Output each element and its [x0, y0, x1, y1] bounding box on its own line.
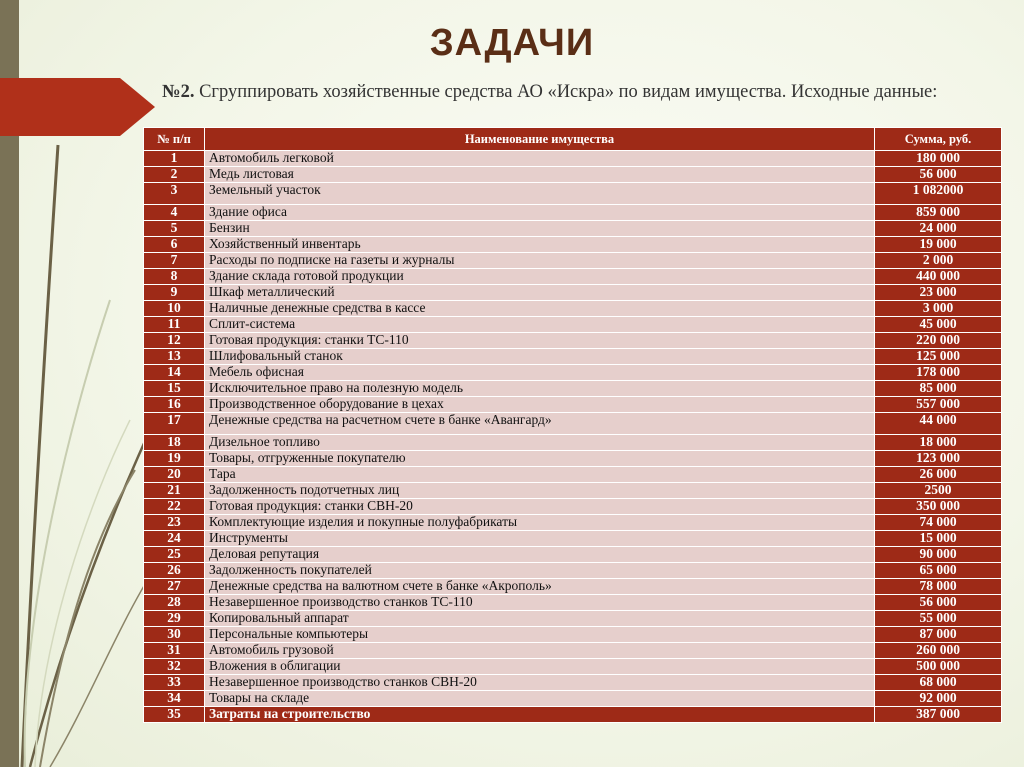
row-sum: 350 000 [875, 499, 1002, 515]
row-sum: 387 000 [875, 707, 1002, 723]
row-name: Денежные средства на валютном счете в банке «Акрополь» [205, 579, 875, 595]
row-name: Наличные денежные средства в кассе [205, 301, 875, 317]
table-row [144, 499, 1002, 515]
row-name: Незавершенное производство станков ТС-110 [205, 595, 875, 611]
table-row [144, 627, 1002, 643]
row-name: Тара [205, 467, 875, 483]
row-sum: 23 000 [875, 285, 1002, 301]
row-sum: 859 000 [875, 205, 1002, 221]
table-row [144, 483, 1002, 499]
row-number: 13 [144, 349, 205, 365]
table-row [144, 317, 1002, 333]
table-row [144, 643, 1002, 659]
row-number: 27 [144, 579, 205, 595]
row-number: 6 [144, 237, 205, 253]
row-sum: 45 000 [875, 317, 1002, 333]
row-number: 22 [144, 499, 205, 515]
header-sum: Сумма, руб. [875, 128, 1002, 151]
table-row [144, 531, 1002, 547]
row-name: Задолженность покупателей [205, 563, 875, 579]
task-number: №2. [162, 82, 195, 102]
row-number: 33 [144, 675, 205, 691]
row-sum: 557 000 [875, 397, 1002, 413]
table-row [144, 467, 1002, 483]
row-name: Вложения в облигации [205, 659, 875, 675]
row-name: Земельный участок [205, 183, 875, 205]
row-number: 31 [144, 643, 205, 659]
row-name: Бензин [205, 221, 875, 237]
row-number: 19 [144, 451, 205, 467]
row-name: Персональные компьютеры [205, 627, 875, 643]
row-number: 4 [144, 205, 205, 221]
table-row [144, 659, 1002, 675]
table-row [144, 221, 1002, 237]
slide-title: ЗАДАЧИ [429, 22, 595, 64]
table-row [144, 595, 1002, 611]
row-number: 24 [144, 531, 205, 547]
table-row [144, 333, 1002, 349]
row-name: Здание офиса [205, 205, 875, 221]
task-text: Сгруппировать хозяйственные средства АО «Искра» по видам имущества. Исходные данные: [194, 82, 938, 102]
row-number: 20 [144, 467, 205, 483]
row-sum: 87 000 [875, 627, 1002, 643]
row-sum: 74 000 [875, 515, 1002, 531]
row-sum: 180 000 [875, 151, 1002, 167]
row-number: 14 [144, 365, 205, 381]
row-sum: 65 000 [875, 563, 1002, 579]
row-number: 35 [144, 707, 205, 723]
row-sum: 55 000 [875, 611, 1002, 627]
table-row [144, 381, 1002, 397]
row-sum: 15 000 [875, 531, 1002, 547]
row-name: Готовая продукция: станки СВН-20 [205, 499, 875, 515]
row-sum: 178 000 [875, 365, 1002, 381]
row-name: Денежные средства на расчетном счете в банке «Авангард» [205, 413, 875, 435]
row-name: Исключительное право на полезную модель [205, 381, 875, 397]
row-name: Шлифовальный станок [205, 349, 875, 365]
row-name: Комплектующие изделия и покупные полуфабрикаты [205, 515, 875, 531]
row-name: Расходы по подписке на газеты и журналы [205, 253, 875, 269]
row-sum: 56 000 [875, 595, 1002, 611]
row-number: 9 [144, 285, 205, 301]
row-name: Хозяйственный инвентарь [205, 237, 875, 253]
row-sum: 92 000 [875, 691, 1002, 707]
row-number: 7 [144, 253, 205, 269]
row-number: 16 [144, 397, 205, 413]
table-row [144, 563, 1002, 579]
row-name: Деловая репутация [205, 547, 875, 563]
row-sum: 500 000 [875, 659, 1002, 675]
table-row [144, 611, 1002, 627]
task-description [162, 82, 952, 103]
row-number: 2 [144, 167, 205, 183]
row-number: 29 [144, 611, 205, 627]
table-row [144, 151, 1002, 167]
row-number: 32 [144, 659, 205, 675]
row-sum: 90 000 [875, 547, 1002, 563]
table-row [144, 365, 1002, 381]
row-name: Товары, отгруженные покупателю [205, 451, 875, 467]
row-number: 30 [144, 627, 205, 643]
assets-table [143, 127, 1002, 723]
row-name: Автомобиль легковой [205, 151, 875, 167]
table-row [144, 675, 1002, 691]
row-sum: 220 000 [875, 333, 1002, 349]
row-sum: 85 000 [875, 381, 1002, 397]
row-number: 26 [144, 563, 205, 579]
row-sum: 68 000 [875, 675, 1002, 691]
row-number: 25 [144, 547, 205, 563]
table-row [144, 435, 1002, 451]
table-row [144, 691, 1002, 707]
row-name: Затраты на строительство [205, 707, 875, 723]
row-number: 3 [144, 183, 205, 205]
row-sum: 19 000 [875, 237, 1002, 253]
row-name: Копировальный аппарат [205, 611, 875, 627]
row-sum: 3 000 [875, 301, 1002, 317]
row-number: 10 [144, 301, 205, 317]
table-row [144, 167, 1002, 183]
row-name: Задолженность подотчетных лиц [205, 483, 875, 499]
row-name: Сплит-система [205, 317, 875, 333]
row-name: Мебель офисная [205, 365, 875, 381]
row-sum: 24 000 [875, 221, 1002, 237]
row-sum: 2 000 [875, 253, 1002, 269]
table-row [144, 349, 1002, 365]
row-number: 12 [144, 333, 205, 349]
table-row [144, 253, 1002, 269]
title-arrow [0, 78, 155, 136]
table-header-row [144, 128, 1002, 151]
row-sum: 78 000 [875, 579, 1002, 595]
row-name: Автомобиль грузовой [205, 643, 875, 659]
row-number: 18 [144, 435, 205, 451]
row-sum: 123 000 [875, 451, 1002, 467]
row-name: Медь листовая [205, 167, 875, 183]
row-sum: 18 000 [875, 435, 1002, 451]
row-name: Шкаф металлический [205, 285, 875, 301]
row-sum: 1 082000 [875, 183, 1002, 205]
header-name: Наименование имущества [205, 128, 875, 151]
table-row [144, 547, 1002, 563]
row-name: Дизельное топливо [205, 435, 875, 451]
row-name: Инструменты [205, 531, 875, 547]
table-row [144, 413, 1002, 435]
row-name: Товары на складе [205, 691, 875, 707]
row-sum: 56 000 [875, 167, 1002, 183]
table-row [144, 285, 1002, 301]
table-row [144, 205, 1002, 221]
row-number: 1 [144, 151, 205, 167]
table-row [144, 237, 1002, 253]
row-sum: 260 000 [875, 643, 1002, 659]
row-number: 34 [144, 691, 205, 707]
table-row [144, 579, 1002, 595]
row-number: 8 [144, 269, 205, 285]
row-number: 11 [144, 317, 205, 333]
table-row [144, 707, 1002, 723]
table-row [144, 301, 1002, 317]
row-number: 15 [144, 381, 205, 397]
header-number: № п/п [144, 128, 205, 151]
row-number: 28 [144, 595, 205, 611]
row-number: 5 [144, 221, 205, 237]
row-sum: 26 000 [875, 467, 1002, 483]
row-sum: 440 000 [875, 269, 1002, 285]
table-row [144, 515, 1002, 531]
row-sum: 125 000 [875, 349, 1002, 365]
row-name: Производственное оборудование в цехах [205, 397, 875, 413]
row-sum: 2500 [875, 483, 1002, 499]
row-sum: 44 000 [875, 413, 1002, 435]
row-number: 17 [144, 413, 205, 435]
row-name: Здание склада готовой продукции [205, 269, 875, 285]
row-number: 21 [144, 483, 205, 499]
table-row [144, 451, 1002, 467]
table-row [144, 269, 1002, 285]
row-number: 23 [144, 515, 205, 531]
row-name: Незавершенное производство станков СВН-20 [205, 675, 875, 691]
table-row [144, 397, 1002, 413]
table-row [144, 183, 1002, 205]
row-name: Готовая продукция: станки ТС-110 [205, 333, 875, 349]
